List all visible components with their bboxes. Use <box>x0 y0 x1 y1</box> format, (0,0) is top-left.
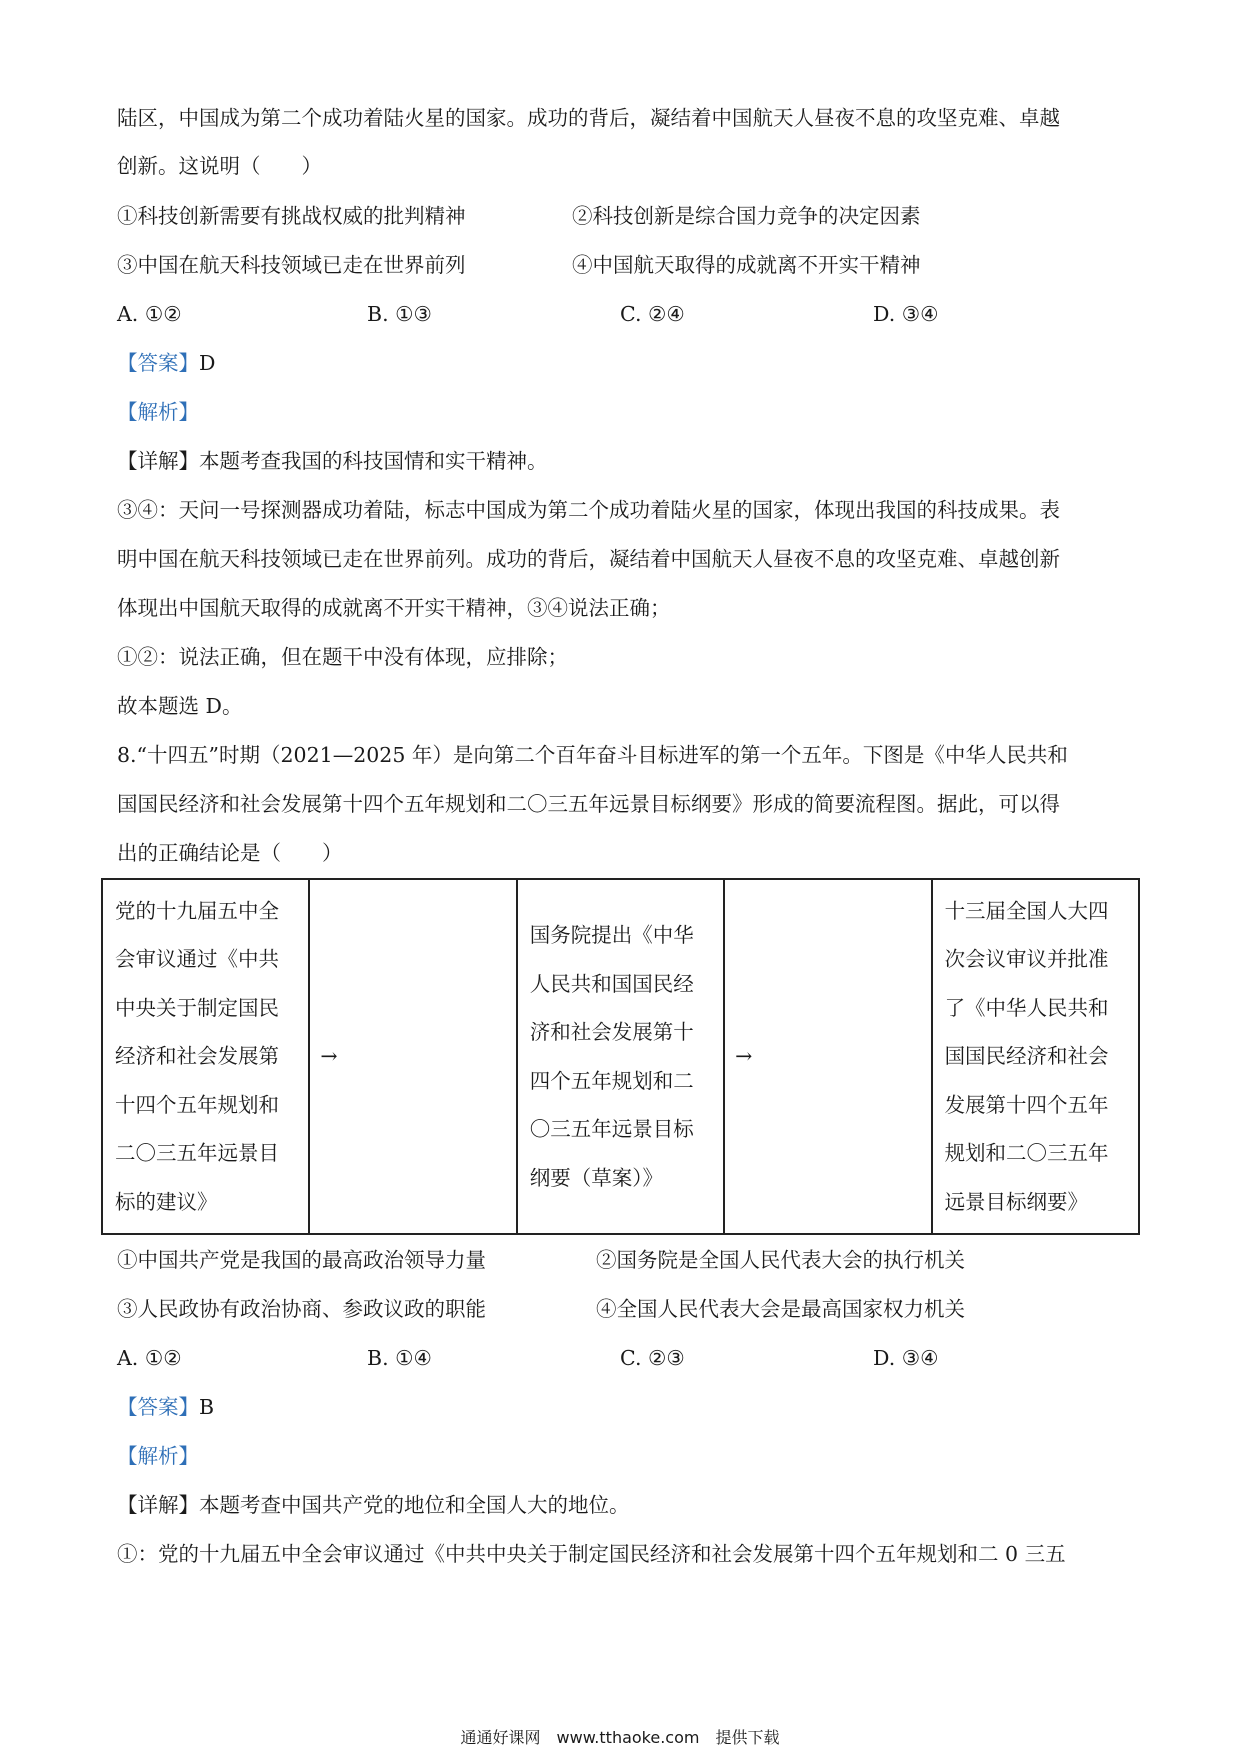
q8-choice-d: D. ③④ <box>873 1346 939 1370</box>
flow-step-2-line: 〇三五年远景目标 <box>529 1117 694 1141</box>
q7-detail-line-5: ①②：说法正确，但在题干中没有体现，应排除； <box>117 645 568 669</box>
flow-step-3 <box>932 879 1139 1234</box>
flow-step-3-line: 了《中华人民共和 <box>944 995 1109 1020</box>
q8-choice-c: C. ②③ <box>620 1346 685 1370</box>
q8-statement-2: ②国务院是全国人民代表大会的执行机关 <box>596 1248 965 1272</box>
flow-step-1-line: 标的建议》 <box>115 1189 218 1214</box>
flowchart-table <box>101 878 1140 1235</box>
flow-arrow-1 <box>309 879 516 1234</box>
flow-step-2-line: 济和社会发展第十 <box>529 1020 694 1044</box>
q8-answer <box>117 1393 214 1421</box>
flow-step-1 <box>102 879 309 1234</box>
q8-detail-line-2: ①：党的十九届五中全会审议通过《中共中央关于制定国民经济和社会发展第十四个五年规划和二 0 三五 <box>117 1542 1066 1566</box>
flow-arrow-2 <box>724 879 931 1234</box>
answer-value: B <box>199 1395 215 1419</box>
answer-tag: 【答案】 <box>117 1395 199 1419</box>
flow-step-1-line: 十四个五年规划和 <box>115 1092 279 1117</box>
q8-choice-b: B. ①④ <box>367 1346 432 1370</box>
q8-choice-a: A. ①② <box>117 1346 182 1370</box>
q7-statement-4: ④中国航天取得的成就离不开实干精神 <box>572 253 921 277</box>
flow-step-3-line: 规划和二〇三五年 <box>944 1141 1109 1166</box>
q7-statement-3: ③中国在航天科技领域已走在世界前列 <box>117 253 466 277</box>
flow-step-1-line: 经济和社会发展第 <box>115 1044 279 1069</box>
flow-step-2-line: 人民共和国国民经 <box>529 971 694 996</box>
q7-detail-line-2: ③④：天问一号探测器成功着陆，标志中国成为第二个成功着陆火星的国家，体现出我国的科技成果。表 <box>117 498 1060 522</box>
flow-step-1-line: 二〇三五年远景目 <box>115 1141 279 1166</box>
q8-statement-1: ①中国共产党是我国的最高政治领导力量 <box>117 1248 486 1272</box>
q8-stem-line-3: 出的正确结论是（ ） <box>117 841 343 865</box>
flow-step-3-line: 次会议审议并批准 <box>944 947 1109 972</box>
q7-choice-a: A. ①② <box>117 302 182 326</box>
q7-stem-line-1: 陆区，中国成为第二个成功着陆火星的国家。成功的背后，凝结着中国航天人昼夜不息的攻坚克难、卓越 <box>117 106 1060 130</box>
flow-step-1-line: 中央关于制定国民 <box>115 995 279 1020</box>
q7-detail-line-4: 体现出中国航天取得的成就离不开实干精神，③④说法正确； <box>117 596 671 620</box>
q7-analysis-tag: 【解析】 <box>117 400 199 424</box>
q8-stem-line-1: 8.“十四五”时期（2021—2025 年）是向第二个百年奋斗目标进军的第一个五年。下图是《中华人民共和 <box>117 743 1068 767</box>
page-footer: 通通好课网 www.tthaoke.com 提供下载 <box>460 1728 780 1747</box>
q8-statement-3: ③人民政协有政治协商、参政议政的职能 <box>117 1297 486 1321</box>
flow-step-2-line: 国务院提出《中华 <box>529 923 694 947</box>
flow-step-2-line: 纲要（草案）》 <box>529 1165 664 1190</box>
answer-value: D <box>199 351 216 375</box>
q7-choice-c: C. ②④ <box>620 302 685 326</box>
flow-step-2 <box>517 879 724 1234</box>
arrow-right-icon: → <box>320 1044 338 1069</box>
flow-step-2-line: 四个五年规划和二 <box>529 1068 694 1093</box>
q7-statement-2: ②科技创新是综合国力竞争的决定因素 <box>572 204 921 228</box>
flow-step-3-line: 发展第十四个五年 <box>944 1092 1109 1117</box>
flow-step-1-line: 党的十九届五中全 <box>115 898 279 923</box>
q7-answer <box>117 349 215 377</box>
flow-step-3-line: 十三届全国人大四 <box>944 898 1109 923</box>
q7-choice-d: D. ③④ <box>873 302 939 326</box>
flow-step-3-line: 国国民经济和社会 <box>944 1044 1109 1069</box>
q7-detail-line-3: 明中国在航天科技领域已走在世界前列。成功的背后，凝结着中国航天人昼夜不息的攻坚克难、卓越创新 <box>117 547 1060 571</box>
arrow-right-icon: → <box>735 1044 753 1069</box>
q7-detail-line-1: 【详解】本题考查我国的科技国情和实干精神。 <box>117 449 548 473</box>
q7-stem-line-2: 创新。这说明（ ） <box>117 154 322 178</box>
q7-choice-b: B. ①③ <box>367 302 432 326</box>
q8-analysis-tag: 【解析】 <box>117 1444 199 1468</box>
answer-tag: 【答案】 <box>117 351 199 375</box>
flow-step-3-line: 远景目标纲要》 <box>944 1189 1089 1214</box>
flow-step-1-line: 会审议通过《中共 <box>115 947 279 972</box>
q8-detail-line-1: 【详解】本题考查中国共产党的地位和全国人大的地位。 <box>117 1493 630 1517</box>
q7-statement-1: ①科技创新需要有挑战权威的批判精神 <box>117 204 466 228</box>
q7-detail-line-6: 故本题选 D。 <box>117 694 243 718</box>
q8-stem-line-2: 国国民经济和社会发展第十四个五年规划和二〇三五年远景目标纲要》形成的简要流程图。据此，可以得 <box>117 792 1060 816</box>
q8-statement-4: ④全国人民代表大会是最高国家权力机关 <box>596 1297 965 1321</box>
